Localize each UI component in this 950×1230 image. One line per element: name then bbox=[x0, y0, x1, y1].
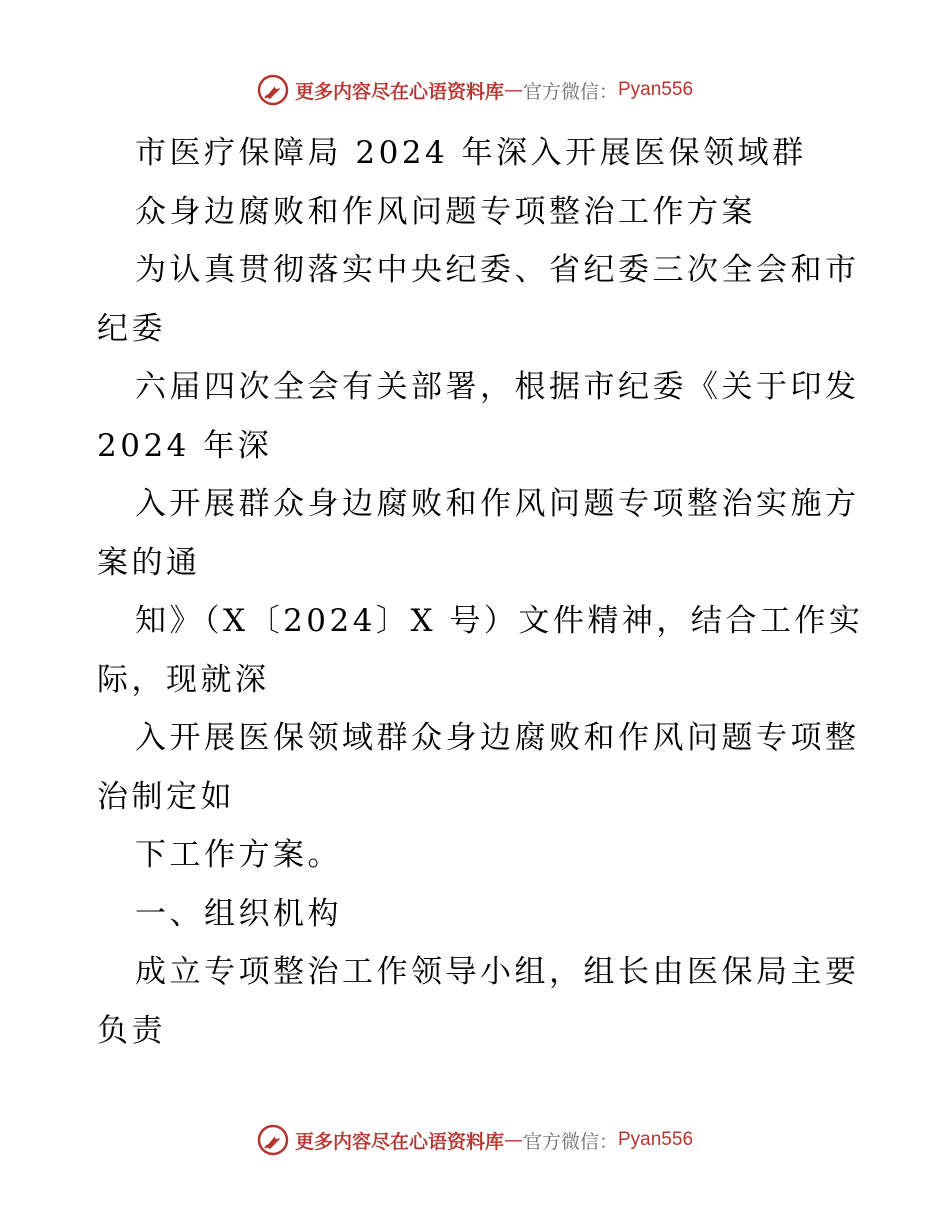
document-title-line-1: 市医疗保障局 2024 年深入开展医保领域群 bbox=[135, 135, 807, 171]
watermark-dash: — bbox=[503, 79, 523, 101]
pen-nib-logo-icon bbox=[257, 1124, 289, 1156]
paragraph-line: 为认真贯彻落实中央纪委、省纪委三次全会和市 bbox=[135, 252, 860, 288]
paragraph-line: 成立专项整治工作领导小组，组长由医保局主要 bbox=[135, 954, 860, 990]
paragraph-line: 际，现就深 bbox=[97, 661, 270, 698]
section-heading: 一、组织机构 bbox=[135, 895, 342, 932]
document-title-line-2: 众身边腐败和作风问题专项整治工作方案 bbox=[135, 193, 756, 230]
paragraph-line: 负责 bbox=[97, 1012, 166, 1049]
header-watermark bbox=[0, 70, 950, 110]
paragraph-line: 入开展医保领域群众身边腐败和作风问题专项整 bbox=[135, 720, 860, 756]
paragraph-line: 下工作方案。 bbox=[135, 837, 342, 873]
watermark-account: Pyan556 bbox=[618, 1129, 694, 1150]
footer-watermark bbox=[0, 1120, 950, 1160]
watermark-label: 官方微信： bbox=[522, 80, 618, 103]
paragraph-line: 纪委 bbox=[97, 310, 166, 347]
paragraph-line: 知》（X〔2024〕X 号）文件精神，结合工作实 bbox=[135, 603, 864, 639]
document-body bbox=[97, 124, 864, 1060]
watermark-main-text: 更多内容尽在心语资料库 bbox=[294, 1130, 504, 1153]
paragraph-line: 2024 年深 bbox=[97, 427, 273, 464]
watermark-account: Pyan556 bbox=[618, 79, 694, 100]
watermark-dash: — bbox=[503, 1129, 523, 1151]
watermark-label: 官方微信： bbox=[522, 1130, 618, 1153]
pen-nib-logo-icon bbox=[257, 74, 289, 106]
paragraph-line: 入开展群众身边腐败和作风问题专项整治实施方 bbox=[135, 486, 860, 522]
watermark-main-text: 更多内容尽在心语资料库 bbox=[294, 80, 504, 103]
paragraph-line: 治制定如 bbox=[97, 778, 235, 815]
paragraph-line: 六届四次全会有关部署，根据市纪委《关于印发 bbox=[135, 369, 860, 405]
paragraph-line: 案的通 bbox=[97, 544, 201, 581]
